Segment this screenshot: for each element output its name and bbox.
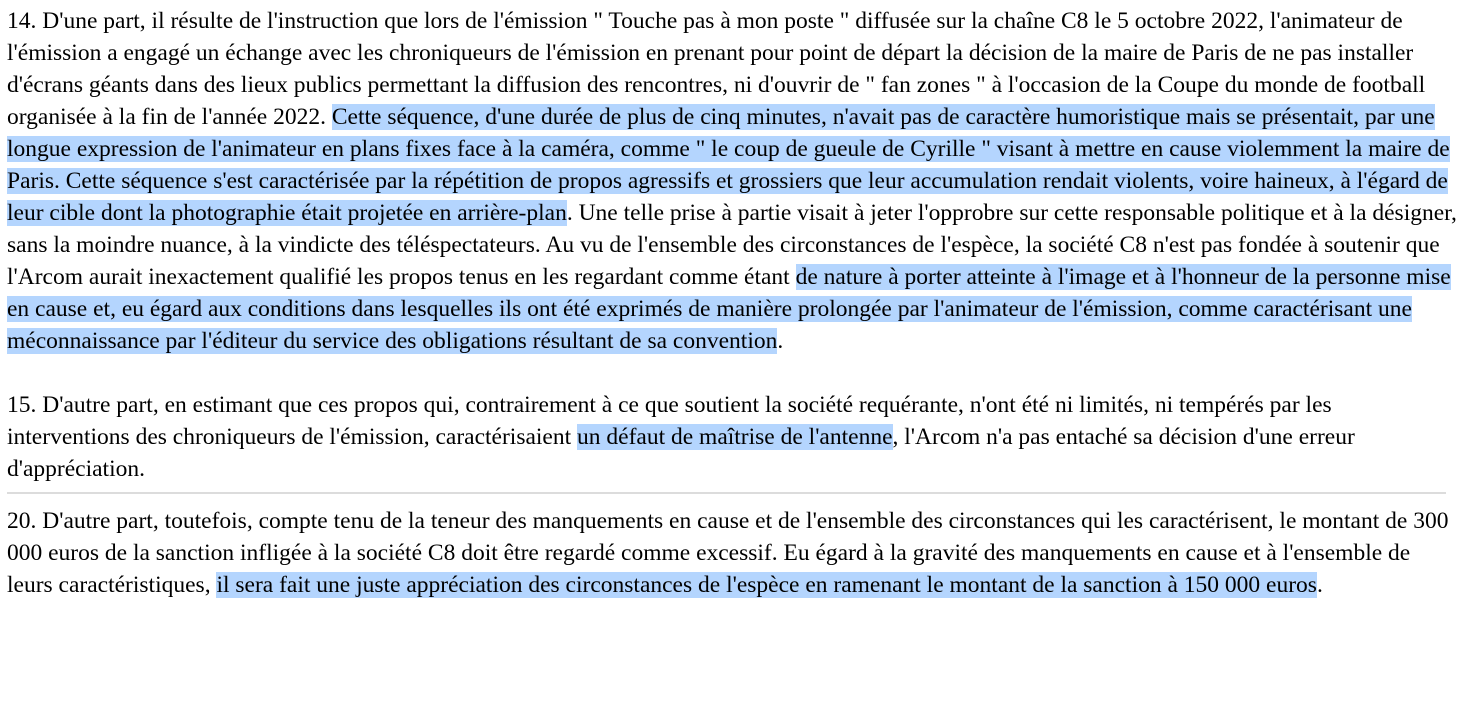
paragraph-20-text-1: 20. D'autre part, toutefois, compte tenu de la teneur des manquements en cause et de l'ensemble des circonstances qui les caractérisent, le montant de 300 000 euros de la sanction infligée à la société C8 doit être regardé comme excessif. Eu égard à la gravité des manquements en cause et à l'ensemble de leurs caractéristiques, — [7, 508, 1449, 598]
paragraph-20-text-2: . — [1316, 572, 1323, 598]
document-body — [7, 5, 1459, 601]
paragraph-15-highlight-1: un défaut de maîtrise de l'antenne — [577, 424, 893, 450]
paragraph-14-text-2: . Une telle prise à partie visait à jeter l'opprobre sur cette responsable politique et à la désigner, sans la moindre nuance, à la vindicte des téléspectateurs. Au vu de l'ensemble des circonstances de l'espèce, la société C8 n'est pas fondée à soutenir que l'Arcom aurait inexactement qualifié les propos tenus en les regardant comme étant — [7, 200, 1457, 290]
paragraph-14-text-1: 14. D'une part, il résulte de l'instruction que lors de l'émission " Touche pas à mon poste " diffusée sur la chaîne C8 le 5 octobre 2022, l'animateur de l'émission a engagé un échange avec les chroniqueurs de l'émission en prenant pour point de départ la décision de la maire de Paris de ne pas installer d'écrans géants dans des lieux publics permettant la diffusion des rencontres, ni d'ouvrir de " fan zones " à l'occasion de la Coupe du monde de football organisée à la fin de l'année 2022. — [7, 8, 1426, 130]
paragraph-15-text-1: 15. D'autre part, en estimant que ces propos qui, contrairement à ce que soutient la société requérante, n'ont été ni limités, ni tempérés par les interventions des chroniqueurs de l'émission, caractérisaient — [7, 392, 1332, 450]
paragraph-14 — [7, 5, 1459, 357]
paragraph-spacer — [7, 357, 1459, 389]
paragraph-15 — [7, 389, 1459, 485]
section-divider — [7, 492, 1446, 494]
paragraph-20 — [7, 505, 1459, 601]
paragraph-14-highlight-2: de nature à porter atteinte à l'image et à l'honneur de la personne mise en cause et, eu égard aux conditions dans lesquelles ils ont été exprimés de manière prolongée par l'animateur de l'émission, comme caractérisant une méconnaissance par l'éditeur du service des obligations résultant de sa convention — [7, 264, 1451, 354]
paragraph-14-text-3: . — [777, 328, 784, 354]
paragraph-14-highlight-1: Cette séquence, d'une durée de plus de cinq minutes, n'avait pas de caractère humoristique mais se présentait, par une longue expression de l'animateur en plans fixes face à la caméra, comme " le coup de gueule de Cyrille " visant à mettre en cause violemment la maire de Paris. Cette séquence s'est caractérisée par la répétition de propos agressifs et grossiers que leur accumulation rendait violents, voire haineux, à l'égard de leur cible dont la photographie était projetée en arrière-plan — [7, 104, 1450, 226]
paragraph-20-highlight-1: il sera fait une juste appréciation des circonstances de l'espèce en ramenant le montant de la sanction à 150 000 euros — [216, 572, 1317, 598]
paragraph-15-text-2: , l'Arcom n'a pas entaché sa décision d'une erreur d'appréciation. — [7, 424, 1355, 482]
